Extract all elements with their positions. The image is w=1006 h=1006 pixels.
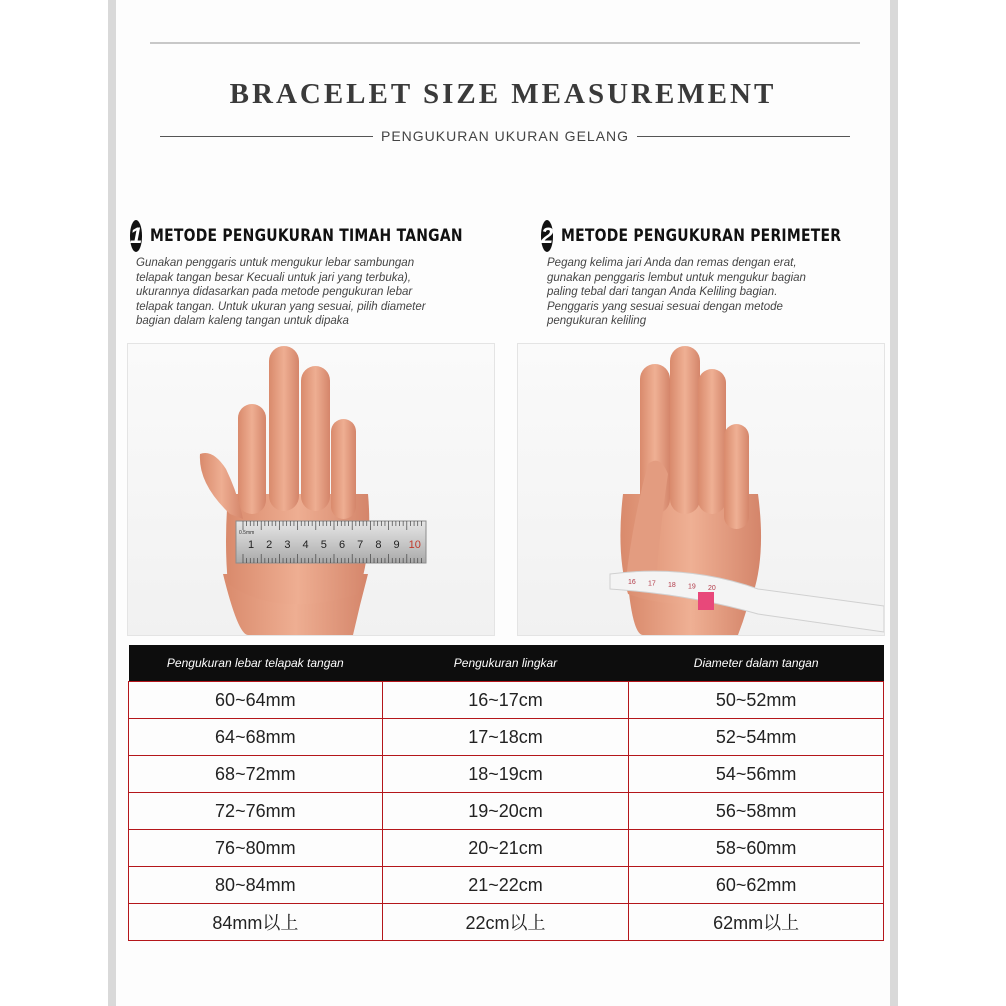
tape-number: 18: [668, 582, 676, 589]
table-cell: 16~17cm: [382, 682, 629, 719]
page-subtitle: PENGUKURAN UKURAN GELANG: [380, 128, 630, 144]
table-cell: 80~84mm: [129, 867, 383, 904]
method-1-description: [136, 256, 490, 329]
ruler: [236, 521, 426, 563]
table-cell: 60~62mm: [629, 867, 884, 904]
table-cell: 18~19cm: [382, 756, 629, 793]
method-2-desc-line: paling tebal dari tangan Anda Keliling bagian.: [547, 286, 778, 298]
ruler-number: 10: [408, 539, 421, 551]
method-2-title: METODE PENGUKURAN PERIMETER: [561, 226, 842, 246]
method-1-desc-line: Gunakan penggaris untuk mengukur lebar sambungan: [136, 257, 415, 269]
table-row: [129, 682, 884, 719]
ruler-number: 3: [284, 539, 291, 551]
size-table: [128, 645, 884, 941]
table-cell: 20~21cm: [382, 830, 629, 867]
table-row: [129, 719, 884, 756]
palm-ruler-illustration: [128, 344, 494, 635]
hand-tape-photo: [517, 343, 885, 636]
page-title: BRACELET SIZE MEASUREMENT: [229, 78, 777, 110]
table-cell: 58~60mm: [629, 830, 884, 867]
subtitle-left-rule: [160, 136, 373, 137]
ruler-number: 2: [266, 539, 273, 551]
ruler-number: 5: [320, 539, 327, 551]
table-cell: 68~72mm: [129, 756, 383, 793]
ruler-number: 8: [375, 539, 382, 551]
method-1-desc-line: telapak tangan. Untuk ukuran yang sesuai, pilih diameter: [136, 300, 426, 313]
hand-thumb: [200, 453, 243, 519]
method-2-desc-line: gunakan penggaris lembut untuk mengukur bagian: [547, 271, 806, 284]
method-1-number-badge: 1: [130, 220, 142, 252]
table-cell: 17~18cm: [382, 719, 629, 756]
table-header-row: [129, 645, 884, 682]
top-divider: [150, 42, 860, 44]
table-cell: 50~52mm: [629, 682, 884, 719]
method-1-header: [130, 220, 490, 252]
ruler-number: 7: [357, 539, 364, 551]
method-2-header: [541, 220, 871, 252]
table-cell: 62mm以上: [629, 904, 884, 941]
table-row: [129, 904, 884, 941]
table-row: [129, 830, 884, 867]
table-cell: 54~56mm: [629, 756, 884, 793]
subtitle-right-rule: [637, 136, 850, 137]
method-1-desc-line: ukurannya didasarkan pada metode pengukuran lebar: [136, 286, 413, 298]
table-cell: 64~68mm: [129, 719, 383, 756]
table-header-inner-diameter: Diameter dalam tangan: [629, 645, 884, 682]
hand-finger: [301, 366, 330, 511]
ruler-number: 6: [338, 539, 346, 551]
tape-number: 20: [708, 585, 716, 592]
method-2-desc-line: Penggaris yang sesuai sesuai dengan metode: [547, 300, 783, 313]
tape-number: 16: [628, 579, 636, 586]
ruler-unit-label: 0.5mm: [239, 530, 255, 536]
tape-number: 17: [648, 580, 656, 588]
table-row: [129, 793, 884, 830]
tape-marker: [698, 592, 714, 610]
hand-finger: [670, 346, 700, 514]
table-cell: 22cm以上: [382, 904, 629, 941]
ruler-number: 4: [302, 539, 309, 551]
table-cell: 21~22cm: [382, 867, 629, 904]
table-cell: 72~76mm: [129, 793, 383, 830]
hand-finger: [238, 404, 266, 514]
table-cell: 76~80mm: [129, 830, 383, 867]
table-row: [129, 867, 884, 904]
method-1-title: METODE PENGUKURAN TIMAH TANGAN: [150, 226, 464, 246]
hand-finger: [698, 369, 726, 514]
table-header-circumference: Pengukuran lingkar: [382, 645, 629, 682]
table-header-palm-width: Pengukuran lebar telapak tangan: [129, 645, 383, 682]
subtitle-row: [160, 125, 850, 147]
method-1-desc-line: bagian dalam kaleng tangan untuk dipaka: [136, 315, 349, 327]
hand-finger: [724, 424, 749, 529]
table-cell: 84mm以上: [129, 904, 383, 941]
hand-finger: [331, 419, 356, 519]
hand-finger: [269, 346, 299, 511]
table-row: [129, 756, 884, 793]
table-cell: 52~54mm: [629, 719, 884, 756]
method-2-description: [547, 256, 871, 329]
ruler-number: 9: [393, 539, 400, 551]
table-cell: 60~64mm: [129, 682, 383, 719]
ruler-number: 1: [247, 539, 255, 551]
method-1: [130, 220, 490, 329]
method-2: [541, 220, 871, 329]
table-cell: 56~58mm: [629, 793, 884, 830]
tape-number: 19: [688, 583, 696, 591]
palm-ruler-photo: [127, 343, 495, 636]
hand-tape-illustration: [518, 344, 884, 635]
method-2-number-badge: 2: [541, 220, 553, 252]
method-1-desc-line: telapak tangan besar Kecuali untuk jari yang terbuka),: [136, 271, 411, 284]
table-cell: 19~20cm: [382, 793, 629, 830]
method-2-desc-line: Pegang kelima jari Anda dan remas dengan erat,: [547, 257, 797, 269]
method-2-desc-line: pengukuran keliling: [547, 315, 647, 327]
